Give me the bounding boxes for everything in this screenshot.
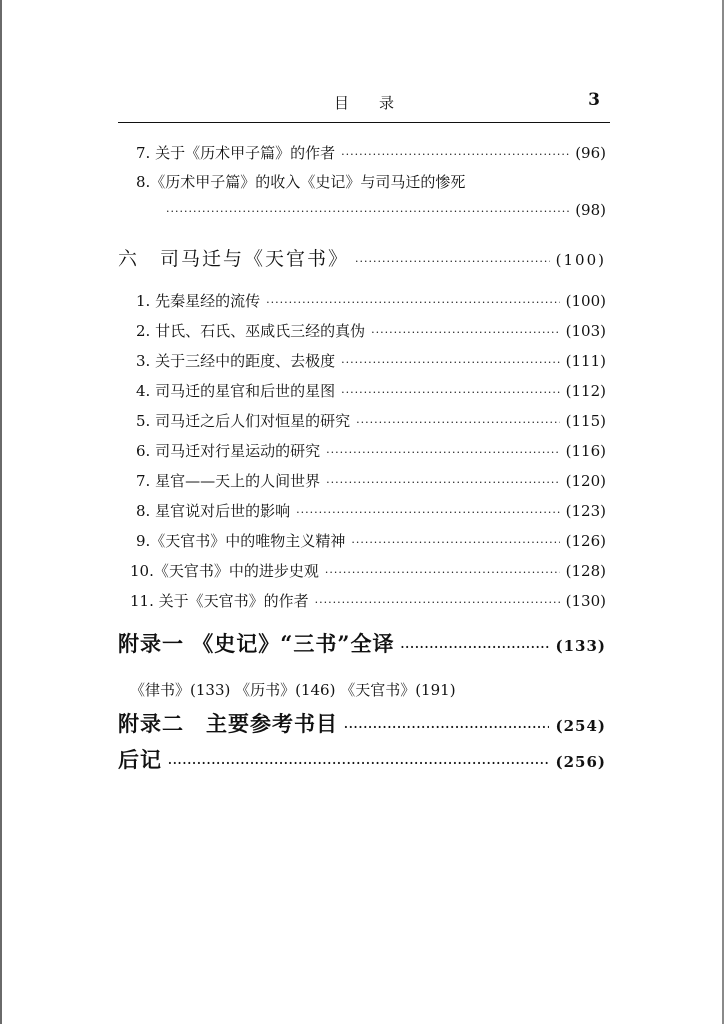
leader-dots <box>315 596 560 609</box>
toc-entry-page: (100) <box>565 292 606 310</box>
toc-entry <box>136 350 606 371</box>
toc-entry-page: (254) <box>555 717 606 735</box>
toc-afterword <box>118 744 606 774</box>
leader-dots <box>296 506 560 519</box>
toc-entry-label: 8. 星官说对后世的影响 <box>136 502 291 520</box>
leader-dots <box>168 757 549 770</box>
toc-entry-label: 8.《历术甲子篇》的收入《史记》与司马迁的惨死 <box>136 173 466 191</box>
toc-entry-page: (112) <box>565 382 606 400</box>
toc-entry-page: (126) <box>565 532 606 550</box>
leader-dots <box>400 641 549 654</box>
toc-chapter <box>118 244 606 271</box>
toc-entry-page: (115) <box>565 412 606 430</box>
toc-entry <box>136 142 606 163</box>
toc-entry <box>130 590 606 611</box>
toc-entry-page: (98) <box>575 201 606 219</box>
toc-entry-label: 附录一 《史记》“三书”全译 <box>118 631 395 656</box>
header-title: 目 录 <box>333 94 394 112</box>
leader-dots <box>351 536 559 549</box>
leader-dots <box>326 446 560 459</box>
leader-dots <box>344 721 549 734</box>
toc-entry-page: (133) <box>555 637 606 655</box>
leader-dots <box>356 416 560 429</box>
toc-entry <box>136 470 606 491</box>
leader-dots <box>355 255 550 268</box>
toc-entry <box>136 290 606 311</box>
toc-entry-page: (123) <box>565 502 606 520</box>
leader-dots <box>266 296 560 309</box>
toc-entry-label: 1. 先秦星经的流传 <box>136 292 261 310</box>
page-left-edge <box>0 0 2 1024</box>
toc-entry <box>136 410 606 431</box>
header-rule <box>118 122 610 123</box>
toc-entry-label: 附录二 主要参考书目 <box>118 711 338 736</box>
toc-entry-page: (96) <box>575 144 606 162</box>
toc-entry <box>160 201 606 219</box>
toc-entry-page: (116) <box>565 442 606 460</box>
toc-entry-page: (120) <box>565 472 606 490</box>
leader-dots <box>371 326 560 339</box>
toc-appendix <box>118 628 606 658</box>
toc-entry-label: 5. 司马迁之后人们对恒星的研究 <box>136 412 351 430</box>
running-header <box>118 90 610 118</box>
toc-entry-label: 7. 星官——天上的人间世界 <box>136 472 321 490</box>
toc-entry-label: 10.《天官书》中的进步史观 <box>130 562 319 580</box>
toc-entry-page: (130) <box>565 592 606 610</box>
toc-entry-page: (128) <box>565 562 606 580</box>
toc-entry-label: 9.《天官书》中的唯物主义精神 <box>136 532 346 550</box>
toc-appendix-sublist: 《律书》(133) 《历书》(146) 《天官书》(191) <box>130 681 456 699</box>
toc-entry <box>136 380 606 401</box>
toc-entry-label: 7. 关于《历术甲子篇》的作者 <box>136 144 336 162</box>
toc-entry-page: (100) <box>555 251 606 269</box>
leader-dots <box>341 356 560 369</box>
toc-entry <box>136 500 606 521</box>
leader-dots <box>325 566 560 579</box>
toc-entry <box>136 320 606 341</box>
toc-appendix <box>118 708 606 738</box>
toc-entry <box>136 530 606 551</box>
toc-entry-page: (111) <box>565 352 606 370</box>
leader-dots <box>341 386 560 399</box>
toc-entry-label: 3. 关于三经中的距度、去极度 <box>136 352 336 370</box>
toc-entry <box>136 440 606 461</box>
header-page-number: 3 <box>588 90 600 110</box>
leader-dots <box>341 148 569 161</box>
leader-dots <box>166 205 569 218</box>
toc-entry-label: 4. 司马迁的星官和后世的星图 <box>136 382 336 400</box>
toc-entry-label: 2. 甘氏、石氏、巫咸氏三经的真伪 <box>136 322 366 340</box>
toc-entry-label: 6. 司马迁对行星运动的研究 <box>136 442 321 460</box>
toc-entry-label: 11. 关于《天官书》的作者 <box>130 592 309 610</box>
toc-entry-label: 后记 <box>118 747 162 772</box>
leader-dots <box>326 476 560 489</box>
toc-entry-page: (103) <box>565 322 606 340</box>
toc-entry-page: (256) <box>555 753 606 771</box>
toc-entry <box>130 560 606 581</box>
toc-entry-label: 六 司马迁与《天官书》 <box>118 248 350 270</box>
